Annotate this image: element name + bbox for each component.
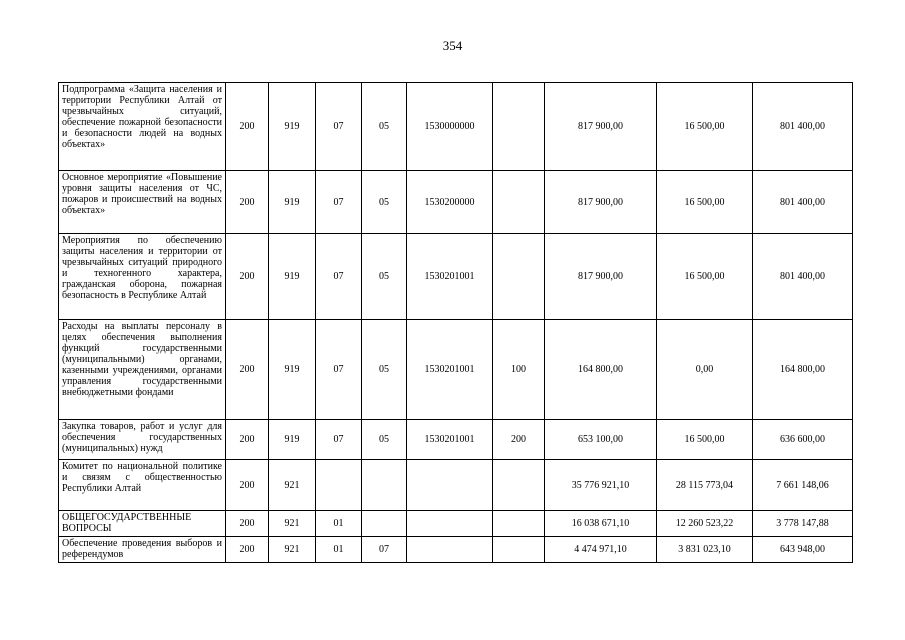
cell-section: 07 — [316, 171, 362, 234]
cell-ministry: 919 — [269, 83, 316, 171]
cell-value-2: 16 500,00 — [657, 83, 753, 171]
row-name: Комитет по национальной политике и связям с общественностью Республики Алтай — [59, 460, 226, 511]
cell-target: 1530201001 — [407, 234, 493, 320]
cell-ministry: 919 — [269, 234, 316, 320]
cell-expense-type — [493, 537, 545, 563]
cell-section: 07 — [316, 320, 362, 420]
cell-ministry: 921 — [269, 460, 316, 511]
cell-admin: 200 — [226, 537, 269, 563]
cell-value-2: 12 260 523,22 — [657, 511, 753, 537]
cell-target: 1530200000 — [407, 171, 493, 234]
cell-expense-type: 200 — [493, 420, 545, 460]
table-row — [59, 537, 853, 563]
cell-section: 07 — [316, 234, 362, 320]
cell-ministry: 919 — [269, 420, 316, 460]
row-name: Основное мероприятие «Повышение уровня защиты населения от ЧС, пожаров и происшествий на водных объектах» — [59, 171, 226, 234]
cell-subsection: 07 — [362, 537, 407, 563]
cell-subsection: 05 — [362, 234, 407, 320]
cell-admin: 200 — [226, 511, 269, 537]
cell-expense-type — [493, 83, 545, 171]
row-name: ОБЩЕГОСУДАРСТВЕННЫЕ ВОПРОСЫ — [59, 511, 226, 537]
page-number: 354 — [442, 38, 463, 53]
cell-value-2: 28 115 773,04 — [657, 460, 753, 511]
cell-target — [407, 537, 493, 563]
cell-value-3: 801 400,00 — [753, 171, 853, 234]
cell-target — [407, 460, 493, 511]
cell-expense-type — [493, 460, 545, 511]
table-row — [59, 234, 853, 320]
cell-section: 01 — [316, 511, 362, 537]
cell-ministry: 919 — [269, 171, 316, 234]
cell-subsection: 05 — [362, 171, 407, 234]
cell-value-3: 636 600,00 — [753, 420, 853, 460]
row-name: Расходы на выплаты персоналу в целях обеспечения выполнения функций государственными (муниципальными) органами, казенными учреждениями, органами управления государственными внебюджетными фондами — [59, 320, 226, 420]
cell-target: 1530000000 — [407, 83, 493, 171]
cell-subsection: 05 — [362, 320, 407, 420]
cell-admin: 200 — [226, 234, 269, 320]
cell-subsection — [362, 511, 407, 537]
cell-ministry: 919 — [269, 320, 316, 420]
cell-admin: 200 — [226, 320, 269, 420]
cell-subsection — [362, 460, 407, 511]
cell-expense-type — [493, 511, 545, 537]
row-name: Подпрограмма «Защита населения и территории Республики Алтай от чрезвычайных ситуаций, обеспечение пожарной безопасности и безопасности людей на водных объектах» — [59, 83, 226, 171]
row-name: Мероприятия по обеспечению защиты населения и территории от чрезвычайных ситуаций природного и техногенного характера, гражданская оборона, пожарная безопасность в Республике Алтай — [59, 234, 226, 320]
cell-ministry: 921 — [269, 511, 316, 537]
row-name: Закупка товаров, работ и услуг для обеспечения государственных (муниципальных) нужд — [59, 420, 226, 460]
cell-value-1: 653 100,00 — [545, 420, 657, 460]
table-row — [59, 511, 853, 537]
cell-ministry: 921 — [269, 537, 316, 563]
cell-value-2: 16 500,00 — [657, 171, 753, 234]
cell-admin: 200 — [226, 460, 269, 511]
cell-value-3: 801 400,00 — [753, 83, 853, 171]
cell-value-1: 817 900,00 — [545, 234, 657, 320]
cell-section: 01 — [316, 537, 362, 563]
cell-section — [316, 460, 362, 511]
table-row — [59, 83, 853, 171]
cell-value-2: 0,00 — [657, 320, 753, 420]
cell-subsection: 05 — [362, 83, 407, 171]
cell-value-2: 16 500,00 — [657, 234, 753, 320]
cell-target: 1530201001 — [407, 420, 493, 460]
cell-value-3: 3 778 147,88 — [753, 511, 853, 537]
cell-value-1: 35 776 921,10 — [545, 460, 657, 511]
cell-target — [407, 511, 493, 537]
cell-value-2: 16 500,00 — [657, 420, 753, 460]
cell-value-1: 16 038 671,10 — [545, 511, 657, 537]
table-row — [59, 460, 853, 511]
cell-value-1: 817 900,00 — [545, 171, 657, 234]
cell-value-1: 164 800,00 — [545, 320, 657, 420]
cell-value-1: 4 474 971,10 — [545, 537, 657, 563]
budget-table — [58, 82, 853, 563]
cell-admin: 200 — [226, 171, 269, 234]
cell-section: 07 — [316, 83, 362, 171]
cell-subsection: 05 — [362, 420, 407, 460]
cell-value-3: 643 948,00 — [753, 537, 853, 563]
table-row — [59, 171, 853, 234]
cell-value-3: 801 400,00 — [753, 234, 853, 320]
cell-section: 07 — [316, 420, 362, 460]
cell-value-2: 3 831 023,10 — [657, 537, 753, 563]
table-row — [59, 320, 853, 420]
table-row — [59, 420, 853, 460]
cell-admin: 200 — [226, 83, 269, 171]
cell-expense-type: 100 — [493, 320, 545, 420]
cell-admin: 200 — [226, 420, 269, 460]
cell-value-3: 7 661 148,06 — [753, 460, 853, 511]
cell-value-3: 164 800,00 — [753, 320, 853, 420]
cell-expense-type — [493, 234, 545, 320]
cell-expense-type — [493, 171, 545, 234]
cell-target: 1530201001 — [407, 320, 493, 420]
row-name: Обеспечение проведения выборов и референдумов — [59, 537, 226, 563]
cell-value-1: 817 900,00 — [545, 83, 657, 171]
